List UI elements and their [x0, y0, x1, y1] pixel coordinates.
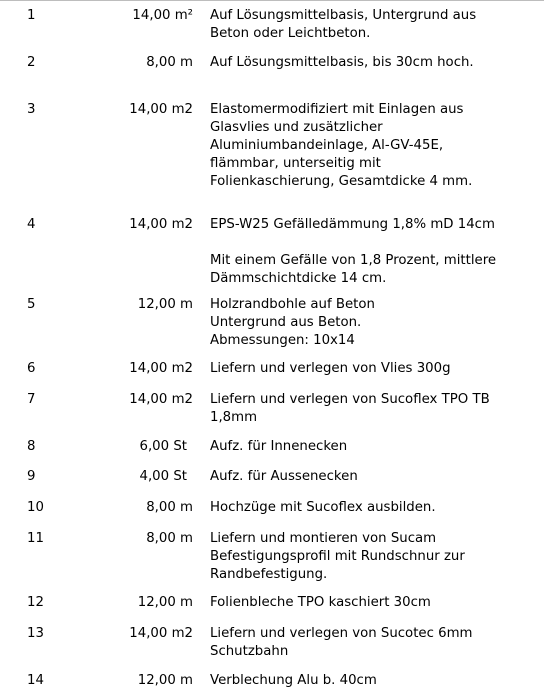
quantity: 14,00 m2	[129, 102, 193, 117]
position-number: 4	[27, 217, 36, 232]
position-number: 14	[27, 673, 44, 688]
position-number: 3	[27, 102, 36, 117]
quantity: 8,00 m	[146, 500, 193, 515]
quantity: 14,00 m2	[129, 392, 193, 407]
description: EPS-W25 Gefälledämmung 1,8% mD 14cm Mit einem Gefälle von 1,8 Prozent, mittlere Dämmschichtdicke 14 cm.	[210, 217, 497, 286]
description: Elastomermodifiziert mit Einlagen aus Glasvlies und zusätzlicher Aluminiumbandeinlage, Al-GV-45E, flämmbar, unterseitig mit Folienkaschierung, Gesamtdicke 4 mm.	[210, 102, 473, 189]
description: Liefern und montieren von Sucam Befestigungsprofil mit Rundschnur zur Randbefestigung.	[210, 531, 465, 582]
position-number: 8	[27, 439, 36, 454]
quantity: 8,00 m	[146, 55, 193, 70]
position-number: 12	[27, 595, 44, 610]
quantity: 12,00 m	[137, 673, 193, 688]
quantity: 14,00 m²	[132, 8, 193, 23]
description: Aufz. für Innenecken	[210, 439, 348, 454]
quantity: 14,00 m2	[129, 361, 193, 376]
description: Hochzüge mit Sucoflex ausbilden.	[210, 500, 436, 515]
description: Liefern und verlegen von Vlies 300g	[210, 361, 451, 376]
description: Aufz. für Aussenecken	[210, 469, 358, 484]
position-number: 7	[27, 392, 36, 407]
quantity: 14,00 m2	[129, 626, 193, 641]
description: Auf Lösungsmittelbasis, bis 30cm hoch.	[210, 55, 474, 70]
position-number: 2	[27, 55, 36, 70]
position-number: 5	[27, 297, 36, 312]
position-number: 10	[27, 500, 44, 515]
description: Folienbleche TPO kaschiert 30cm	[210, 595, 431, 610]
quantity: 4,00 St	[139, 469, 187, 484]
quantity: 12,00 m	[137, 297, 193, 312]
position-number: 6	[27, 361, 36, 376]
description: Liefern und verlegen von Sucoflex TPO TB 1,8mm	[210, 392, 490, 425]
position-number: 1	[27, 8, 36, 23]
description: Verblechung Alu b. 40cm	[210, 673, 377, 688]
quantity: 6,00 St	[139, 439, 187, 454]
top-divider	[0, 0, 544, 1]
quantity: 12,00 m	[137, 595, 193, 610]
description: Auf Lösungsmittelbasis, Untergrund aus Beton oder Leichtbeton.	[210, 8, 477, 41]
quantity: 8,00 m	[146, 531, 193, 546]
description: Holzrandbohle auf Beton Untergrund aus Beton. Abmessungen: 10x14	[210, 297, 375, 348]
position-number: 11	[27, 531, 44, 546]
quantity: 14,00 m2	[129, 217, 193, 232]
position-number: 13	[27, 626, 44, 641]
description: Liefern und verlegen von Sucotec 6mm Schutzbahn	[210, 626, 473, 659]
position-number: 9	[27, 469, 36, 484]
